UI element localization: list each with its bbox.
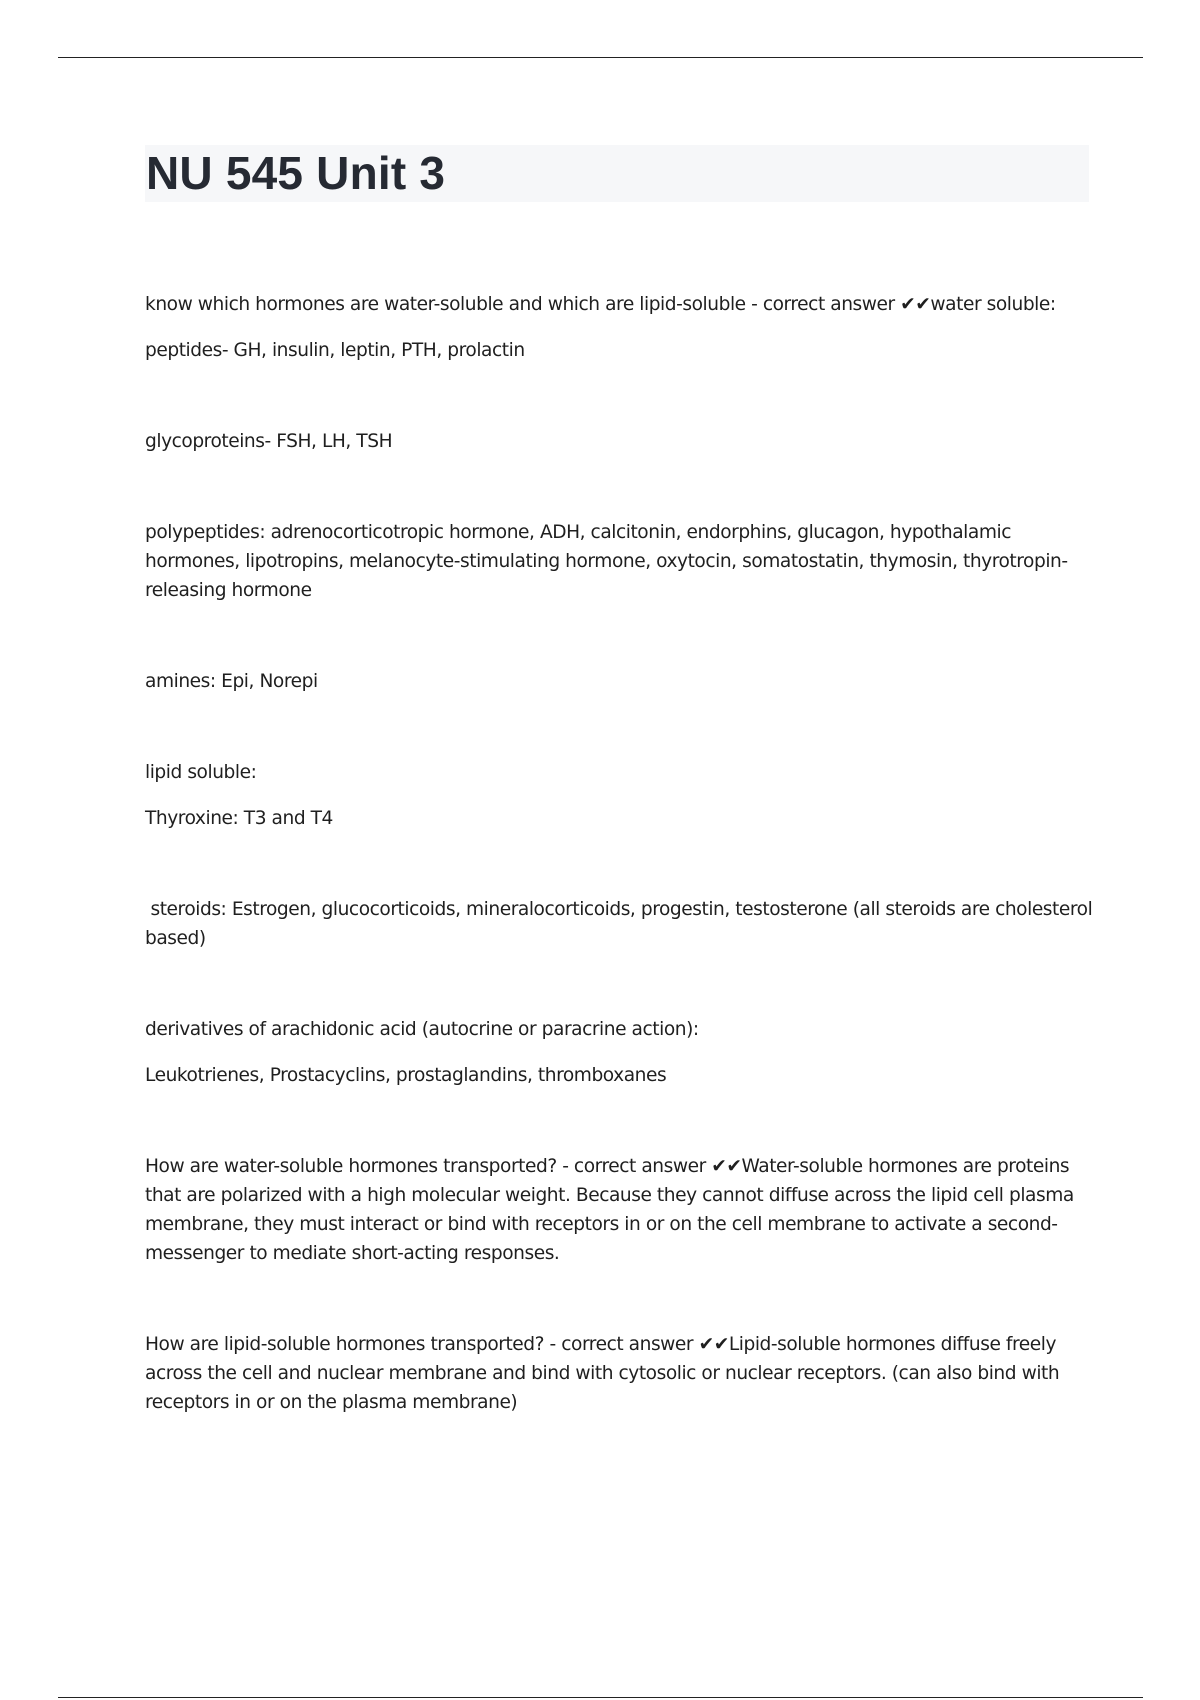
paragraph-steroids: steroids: Estrogen, glucocorticoids, mineralocorticoids, progestin, testosterone (all steroids are cholesterol based) xyxy=(145,899,1098,949)
paragraph-amines: amines: Epi, Norepi xyxy=(145,671,318,692)
paragraph-lipid-soluble: lipid soluble: xyxy=(145,762,257,783)
paragraph-polypeptides: polypeptides: adrenocorticotropic hormone, ADH, calcitonin, endorphins, glucagon, hypothalamic hormones, lipotropins, melanocyte-stimulating hormone, oxytocin, somatostatin, thymosin, thyrotropin-releasing hormone xyxy=(145,522,1068,601)
paragraph-hormone-solubility: know which hormones are water-soluble and which are lipid-soluble - correct answer ✔✔water soluble: xyxy=(145,294,1056,315)
paragraph-water-soluble-transport: How are water-soluble hormones transported? - correct answer ✔✔Water-soluble hormones are proteins that are polarized with a high molecular weight. Because they cannot diffuse across the lipid cell plasma membrane, they must interact or bind with receptors in or on the cell membrane to activate a second-messenger to mediate short-acting responses. xyxy=(145,1156,1074,1264)
bottom-rule xyxy=(58,1697,1143,1698)
top-rule xyxy=(58,57,1143,58)
paragraph-thyroxine: Thyroxine: T3 and T4 xyxy=(145,808,333,829)
page-title: NU 545 Unit 3 xyxy=(146,147,446,199)
document-body xyxy=(145,290,1098,1417)
paragraph-lipid-soluble-transport: How are lipid-soluble hormones transported? - correct answer ✔✔Lipid-soluble hormones diffuse freely across the cell and nuclear membrane and bind with cytosolic or nuclear receptors. (can also bind with receptors in or on the plasma membrane) xyxy=(145,1334,1060,1413)
paragraph-glycoproteins: glycoproteins- FSH, LH, TSH xyxy=(145,431,393,452)
paragraph-peptides: peptides- GH, insulin, leptin, PTH, prolactin xyxy=(145,340,525,361)
paragraph-arachidonic-acid: derivatives of arachidonic acid (autocrine or paracrine action): xyxy=(145,1019,699,1040)
paragraph-leukotrienes: Leukotrienes, Prostacyclins, prostaglandins, thromboxanes xyxy=(145,1065,667,1086)
